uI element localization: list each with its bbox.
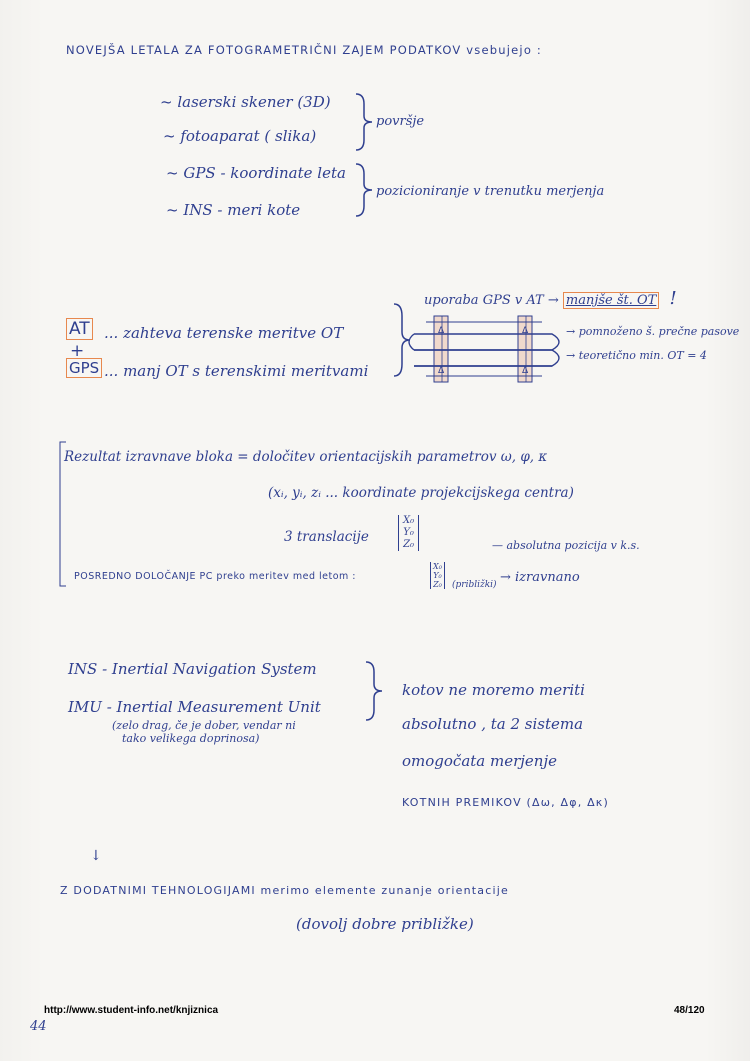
equipment-item-laser: ~ laserski skener (3D) — [160, 93, 331, 111]
matrix-x0: X₀ — [403, 515, 415, 526]
gcp-triangle-2: Δ — [522, 326, 529, 336]
conclusion-note: (dovolj dobre približke) — [296, 915, 474, 933]
absolute-position-note: — absolutna pozicija v k.s. — [492, 539, 640, 552]
angular-shifts — [402, 792, 609, 812]
min-gcp-note: → teoretično min. OT = 4 — [566, 349, 707, 362]
conclusion-text: Z DODATNIMI TEHNOLOGIJAMI merimo elemente zunanje orientacije — [60, 884, 509, 897]
angles-note-1: kotov ne moremo meriti — [402, 681, 585, 699]
indirect-text: POSREDNO DOLOČANJE PC preko meritev med letom : — [74, 571, 356, 582]
gps-abbrev: GPS — [66, 358, 102, 378]
handwritten-page-number: 44 — [30, 1019, 47, 1034]
imu-cost-note: (zelo drag, če je dober, vendar ni — [112, 719, 296, 732]
positioning-label: pozicioniranje v trenutku merjenja — [376, 184, 605, 199]
angular-shifts-text: KOTNIH PREMIKOV (Δω, Δφ, Δκ) — [402, 796, 609, 809]
at-abbrev: AT — [66, 318, 93, 340]
imu-benefit-note: tako velikega doprinosa) — [122, 732, 260, 745]
usage-text: uporaba GPS v AT — [424, 293, 544, 308]
equipment-item-gps: ~ GPS - koordinate leta — [166, 164, 346, 182]
page-title — [66, 40, 542, 59]
down-arrow-icon: ↓ — [90, 848, 102, 864]
equipment-item-ins: ~ INS - meri kote — [166, 201, 301, 219]
flight-strip-diagram — [414, 316, 574, 386]
adjusted-label: → izravnano — [500, 570, 580, 585]
result-line: Rezultat izravnave bloka = določitev orientacijskih parametrov ω, φ, κ — [64, 449, 548, 465]
footer-page-count: 48/120 — [674, 1005, 705, 1016]
angles-note-2: absolutno , ta 2 sistema — [402, 715, 584, 733]
equipment-item-camera: ~ fotoaparat ( slika) — [163, 127, 317, 145]
fewer-gcp-text: manjše št. OT — [563, 292, 659, 309]
brace-surface — [354, 92, 374, 152]
translations-label: 3 translacije — [284, 529, 369, 545]
gps-usage-note — [424, 290, 677, 310]
brace-positioning — [354, 162, 374, 218]
conclusion-line — [60, 880, 509, 900]
approx-y0: Y₀ — [433, 571, 442, 580]
angles-note-3: omogočata merjenje — [402, 752, 557, 770]
at-label — [66, 320, 93, 338]
gps-label — [66, 359, 102, 377]
gcp-triangle-1: Δ — [438, 326, 445, 336]
footer-url[interactable]: http://www.student-info.net/knjiznica — [44, 1005, 219, 1016]
indirect-determination — [74, 567, 356, 586]
title-text: NOVEJŠA LETALA ZA FOTOGRAMETRIČNI ZAJEM PODATKOV vsebujejo : — [66, 43, 542, 57]
approx-z0: Z₀ — [433, 580, 442, 589]
ins-definition: INS - Inertial Navigation System — [68, 660, 317, 678]
approx-x0: X₀ — [433, 562, 442, 571]
exclamation-text: ! — [669, 288, 677, 309]
gps-benefit: ... manj OT s terenskimi meritvami — [104, 362, 369, 380]
brace-ins-imu — [364, 660, 384, 722]
projection-center-line: (xᵢ, yᵢ, zᵢ ... koordinate projekcijskega centra) — [268, 485, 574, 501]
surface-label: površje — [376, 114, 425, 129]
gcp-triangle-4: Δ — [522, 366, 529, 376]
translation-matrix — [398, 515, 419, 551]
matrix-y0: Y₀ — [403, 527, 414, 538]
imu-definition: IMU - Inertial Measurement Unit — [68, 698, 321, 716]
arrow-icon: → — [547, 293, 559, 308]
approx-label: (približki) — [452, 580, 497, 590]
approx-matrix — [430, 562, 445, 589]
plus-sign: + — [70, 341, 85, 361]
cross-strip-note: → pomnoženo š. prečne pasove — [566, 325, 740, 338]
gcp-triangle-3: Δ — [438, 366, 445, 376]
matrix-z0: Z₀ — [403, 539, 415, 550]
at-requirement: ... zahteva terenske meritve OT — [104, 324, 344, 342]
